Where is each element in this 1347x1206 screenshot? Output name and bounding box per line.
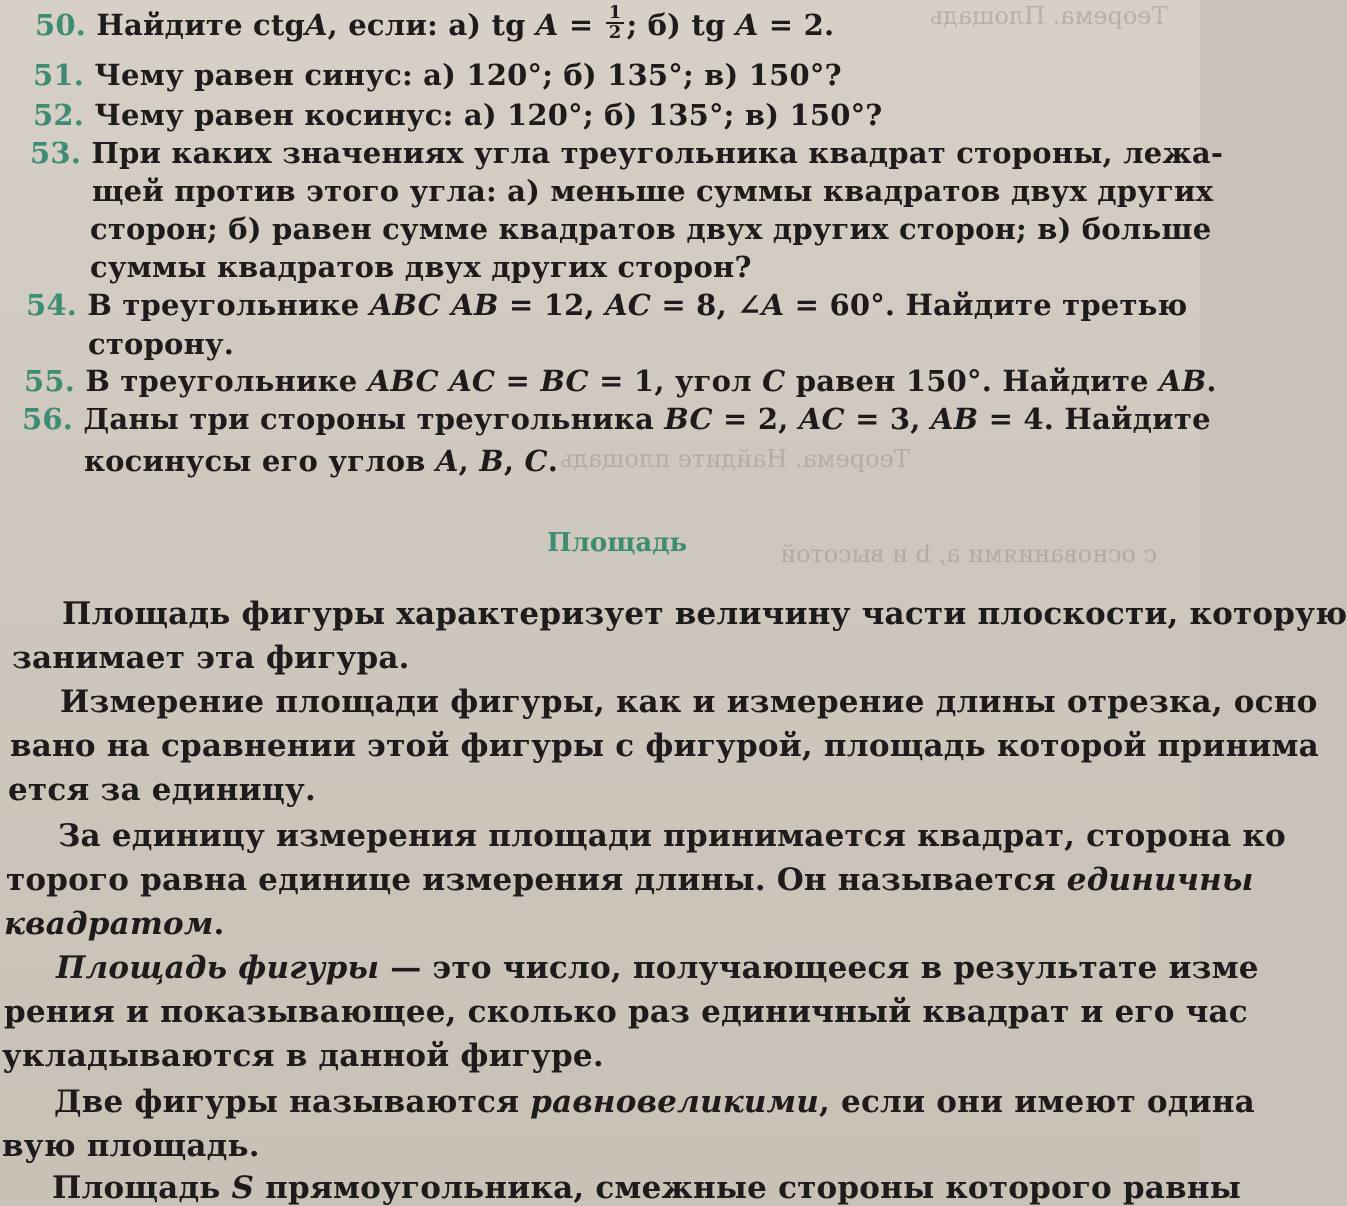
problem-text: равен 150°. Найдите xyxy=(785,364,1159,398)
problem-54-line-2 xyxy=(88,327,234,361)
problem-text: = 2, xyxy=(712,402,799,436)
problem-text: = xyxy=(558,8,594,42)
problem-text: = 12, xyxy=(498,288,606,322)
problem-56-line-2 xyxy=(84,444,558,478)
problem-text: ; б) tg xyxy=(626,8,726,42)
problem-text: Чему равен косинус: а) 120°; б) 135°; в) 150°? xyxy=(94,98,883,132)
problem-text: = 60°. Найдите третью xyxy=(784,288,1188,322)
math-var: S xyxy=(231,1170,255,1206)
math-var: BC xyxy=(540,364,589,398)
math-var: ABC xyxy=(369,288,441,322)
problem-text xyxy=(439,364,449,398)
problem-52 xyxy=(33,98,882,132)
problem-text: . xyxy=(547,444,559,478)
problem-text: = 1, угол xyxy=(588,364,763,398)
paragraph-text: За единицу измерения площади принимается квадрат, сторона ко xyxy=(58,818,1286,854)
paragraph-1-line-1 xyxy=(62,596,1347,632)
math-var: AC xyxy=(798,402,845,436)
math-var: AB xyxy=(451,288,499,322)
problem-text: = 8, ∠ xyxy=(651,288,762,322)
problem-number: 55. xyxy=(24,364,76,398)
math-var: AC xyxy=(449,364,496,398)
paragraph-text: , если они имеют одина xyxy=(819,1084,1255,1120)
problem-number: 51. xyxy=(33,58,85,92)
problem-text: . xyxy=(1206,364,1217,398)
problem-text: В треугольнике xyxy=(87,288,370,322)
paragraph-text: Площадь xyxy=(52,1170,232,1206)
problem-text: = 3, xyxy=(844,402,931,436)
math-var: ABC xyxy=(367,364,439,398)
problem-text: Найдите ctg xyxy=(96,8,305,42)
math-var: A xyxy=(304,8,328,42)
math-var: AC xyxy=(605,288,652,322)
problem-50 xyxy=(35,2,835,46)
problem-text: суммы квадратов двух других сторон? xyxy=(90,250,752,284)
problem-text: Чему равен синус: а) 120°; б) 135°; в) 150°? xyxy=(94,58,842,92)
problem-text: = 4. Найдите xyxy=(978,402,1211,436)
paragraph-5-line-2 xyxy=(2,1128,260,1164)
paragraph-1-line-2 xyxy=(12,640,410,676)
math-var: C xyxy=(524,444,548,478)
paragraph-text: рения и показывающее, сколько раз единичный квадрат и его час xyxy=(4,994,1248,1030)
paragraph-text: Площадь фигуры характеризует величину части плоскости, которую xyxy=(62,596,1347,632)
problem-text: В треугольнике xyxy=(85,364,368,398)
problem-text: косинусы его углов xyxy=(84,444,436,478)
problem-number: 50. xyxy=(35,8,87,42)
paragraph-4-line-1 xyxy=(56,950,1259,986)
paragraph-text: прямоугольника, смежные стороны которого равны xyxy=(254,1170,1241,1206)
paragraph-5-line-1 xyxy=(54,1084,1255,1120)
problem-text: щей против этого угла: а) меньше суммы квадратов двух других xyxy=(92,174,1214,208)
paragraph-3-line-1 xyxy=(58,818,1286,854)
problem-54-line-1 xyxy=(26,288,1187,322)
problem-53-line-1 xyxy=(30,136,1223,170)
math-var: A xyxy=(535,8,559,42)
paragraph-3-line-3 xyxy=(4,906,225,942)
math-var: BC xyxy=(664,402,713,436)
problem-text: , xyxy=(503,444,525,478)
problem-53-line-2 xyxy=(92,174,1213,208)
paragraph-text: вано на сравнении этой фигуры с фигурой, площадь которой принима xyxy=(10,728,1319,764)
paragraph-4-line-2 xyxy=(4,994,1248,1030)
paragraph-text: вую площадь. xyxy=(2,1128,260,1164)
fraction-denominator: 2 xyxy=(608,22,622,43)
problem-text: сторону. xyxy=(88,327,235,361)
problem-number: 54. xyxy=(26,288,78,322)
bleed-through-text: Теорема. Найдите площадь xyxy=(560,445,910,473)
problem-55 xyxy=(24,364,1217,398)
paragraph-text: торого равна единице измерения длины. Он называется xyxy=(6,862,1067,898)
paragraph-text: занимает эта фигура. xyxy=(12,640,410,676)
problem-56-line-1 xyxy=(22,402,1211,436)
fraction xyxy=(606,4,625,42)
problem-text: = 2. xyxy=(758,8,835,42)
problem-text xyxy=(441,288,451,322)
bleed-through-text: с основаниями a, b и высотой xyxy=(780,540,1158,568)
paragraph-text: — это число, получающееся в результате изме xyxy=(379,950,1259,986)
math-var: AB xyxy=(930,402,979,436)
paragraph-text: . xyxy=(213,906,225,942)
term-emphasis: Площадь фигуры xyxy=(56,950,380,986)
math-var: C xyxy=(762,364,786,398)
problem-text: Даны три стороны треугольника xyxy=(83,402,665,436)
problem-number: 52. xyxy=(33,98,85,132)
problem-text: = xyxy=(495,364,541,398)
bleed-through-text: Теорема. Площадь xyxy=(930,2,1168,30)
paragraph-4-line-3 xyxy=(2,1038,604,1074)
paragraph-text: ется за единицу. xyxy=(8,772,316,808)
paragraph-2-line-3 xyxy=(8,772,316,808)
math-var: A xyxy=(735,8,759,42)
problem-53-line-3 xyxy=(90,212,1211,246)
problem-51 xyxy=(33,58,842,92)
math-var: AB xyxy=(1159,364,1207,398)
problem-text: , xyxy=(458,444,480,478)
problem-text: , если: а) tg xyxy=(327,8,526,42)
problem-53-line-4 xyxy=(90,250,752,284)
paragraph-3-line-2 xyxy=(6,862,1254,898)
term-emphasis: равновеликими xyxy=(530,1084,820,1120)
paragraph-text: укладываются в данной фигуре. xyxy=(2,1038,604,1074)
paragraph-text: Измерение площади фигуры, как и измерение длины отрезка, осно xyxy=(60,684,1318,720)
math-var: B xyxy=(479,444,504,478)
math-var: A xyxy=(761,288,785,322)
problem-text: сторон; б) равен сумме квадратов двух других сторон; в) больше xyxy=(90,212,1212,246)
problem-text: При каких значениях угла треугольника квадрат стороны, лежа- xyxy=(91,136,1224,170)
problem-number: 56. xyxy=(22,402,74,436)
term-emphasis: единичны xyxy=(1066,862,1254,898)
paragraph-text: Две фигуры называются xyxy=(54,1084,531,1120)
section-heading: Площадь xyxy=(547,528,688,558)
paragraph-6-line-1 xyxy=(52,1170,1241,1206)
paragraph-2-line-1 xyxy=(60,684,1318,720)
problem-number: 53. xyxy=(30,136,82,170)
term-emphasis: квадратом xyxy=(4,906,214,942)
fraction-numerator: 1 xyxy=(606,4,625,24)
paragraph-2-line-2 xyxy=(10,728,1319,764)
math-var: A xyxy=(435,444,459,478)
